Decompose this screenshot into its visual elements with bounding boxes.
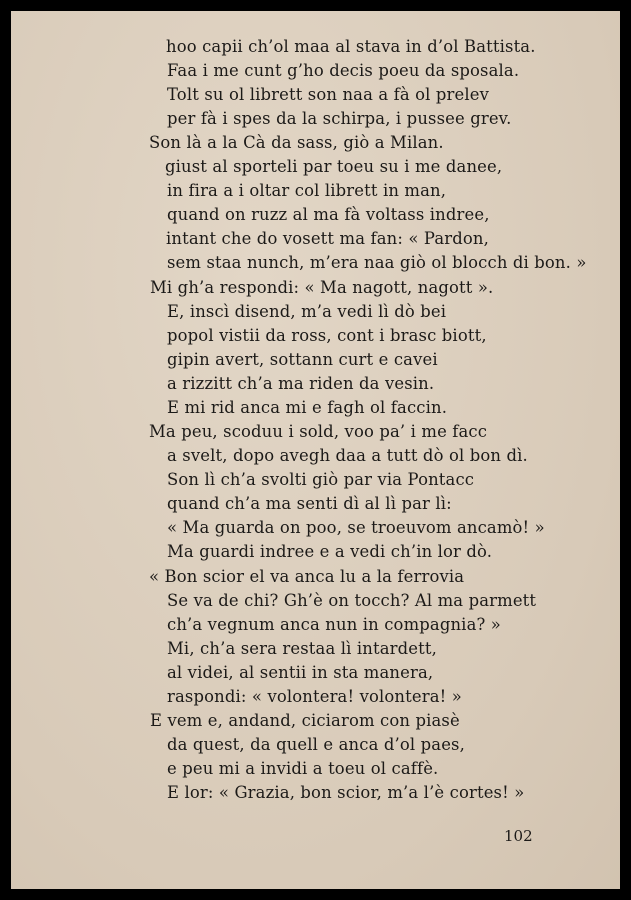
page-number: 102: [504, 827, 533, 845]
poem-line: ch’a vegnum anca nun in compagnia? »: [167, 615, 501, 634]
poem-line: giust al sporteli par toeu su i me danee,: [165, 157, 503, 176]
poem-line: a svelt, dopo avegh daa a tutt dò ol bon dì.: [167, 446, 528, 465]
poem-line: quand on ruzz al ma fà voltass indree,: [167, 205, 490, 224]
poem-line: popol vistii da ross, cont i brasc biott,: [167, 326, 487, 345]
poem-line: intant che do vosett ma fan: « Pardon,: [166, 229, 489, 248]
poem-line: Faa i me cunt g’ho decis poeu da sposala.: [167, 61, 520, 80]
poem-line: E, inscì disend, m’a vedi lì dò bei: [167, 302, 447, 321]
poem-line: Son lì ch’a svolti giò par via Pontacc: [167, 470, 475, 489]
poem-line: E mi rid anca mi e fagh ol faccin.: [167, 398, 448, 417]
poem-line: « Ma guarda on poo, se troeuvom ancamò! »: [167, 518, 545, 537]
poem-line: E vem e, andand, ciciarom con piasè: [150, 711, 460, 730]
poem-line: e peu mi a invidi a toeu ol caffè.: [167, 759, 439, 778]
poem-line: « Bon scior el va anca lu a la ferrovia: [149, 567, 465, 586]
poem-line: quand ch’a ma senti dì al lì par lì:: [167, 494, 452, 513]
poem-line: in fira a i oltar col librett in man,: [167, 181, 447, 200]
poem-line: Ma peu, scoduu i sold, voo pa’ i me facc: [149, 422, 488, 441]
poem-line: sem staa nunch, m’era naa giò ol blocch di bon. »: [167, 253, 587, 272]
poem-line: per fà i spes da la schirpa, i pussee grev.: [167, 109, 512, 128]
poem-line: gipin avert, sottann curt e cavei: [167, 350, 438, 369]
poem-line: Mi gh’a respondi: « Ma nagott, nagott ».: [150, 278, 494, 297]
poem-line: Se va de chi? Gh’è on tocch? Al ma parmett: [167, 591, 537, 610]
poem-line: al videi, al sentii in sta manera,: [167, 663, 434, 682]
poem-line: raspondi: « volontera! volontera! »: [167, 687, 462, 706]
book-page: [11, 11, 620, 889]
poem-line: E lor: « Grazia, bon scior, m’a l’è cortes! »: [167, 783, 525, 802]
poem-line: hoo capii ch’ol maa al stava in d’ol Battista.: [166, 37, 536, 56]
poem-line: Mi, ch’a sera restaa lì intardett,: [167, 639, 437, 658]
poem-line: Ma guardi indree e a vedi ch’in lor dò.: [167, 542, 493, 561]
poem-line: da quest, da quell e anca d’ol paes,: [167, 735, 465, 754]
poem-line: Tolt su ol librett son naa a fà ol prelev: [167, 85, 490, 104]
poem-line: a rizzitt ch’a ma riden da vesin.: [167, 374, 435, 393]
poem-line: Son là a la Cà da sass, giò a Milan.: [149, 133, 444, 152]
